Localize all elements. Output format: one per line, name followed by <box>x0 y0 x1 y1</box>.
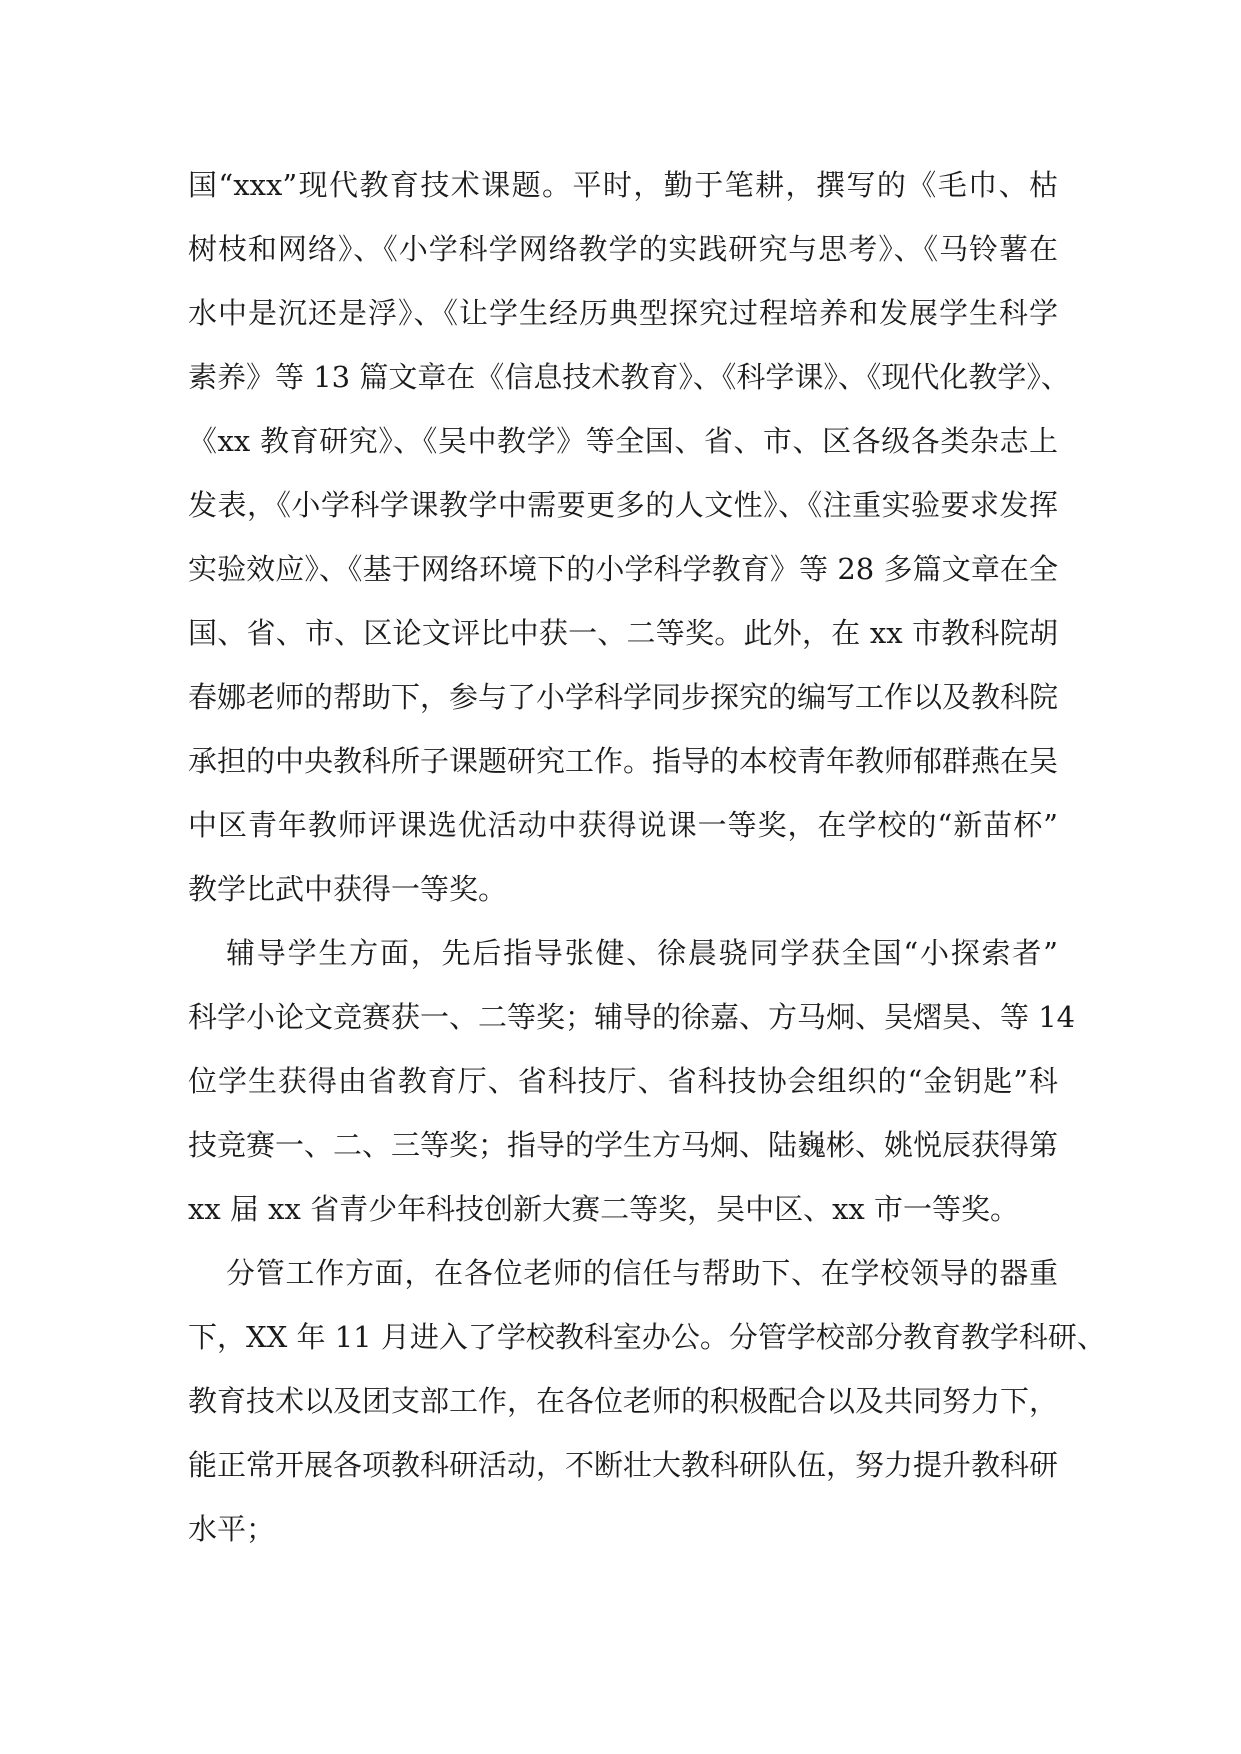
text-line: 承担的中央教科所子课题研究工作。指导的本校青年教师郁群燕在吴 <box>188 744 1059 778</box>
text-line: 发表，《小学科学课教学中需要更多的人文性》、《注重实验要求发挥 <box>188 488 1058 522</box>
paragraph-2 <box>188 921 1076 1241</box>
text-line: 春娜老师的帮助下，参与了小学科学同步探究的编写工作以及教科院 <box>188 680 1059 714</box>
text-line: 辅导学生方面，先后指导张健、徐晨骁同学获全国“小探索者” <box>226 936 1058 970</box>
text-line: 水中是沉还是浮》、《让学生经历典型探究过程培养和发展学生科学 <box>188 296 1058 330</box>
text-line: 树枝和网络》、《小学科学网络教学的实践研究与思考》、《马铃薯在 <box>188 232 1058 266</box>
text-line: 教育技术以及团支部工作，在各位老师的积极配合以及共同努力下， <box>188 1384 1059 1418</box>
body-text <box>188 153 1106 1561</box>
text-line: 分管工作方面，在各位老师的信任与帮助下、在学校领导的器重 <box>226 1256 1058 1290</box>
text-line: 位学生获得由省教育厅、省科技厅、省科技协会组织的“金钥匙”科 <box>188 1064 1058 1098</box>
text-line: 教学比武中获得一等奖。 <box>188 872 508 906</box>
text-line: 实验效应》、《基于网络环境下的小学科学教育》等 28 多篇文章在全 <box>188 552 1058 586</box>
text-line: 下，XX 年 11 月进入了学校教科室办公。分管学校部分教育教学科研、 <box>188 1320 1106 1354</box>
text-line: 能正常开展各项教科研活动，不断壮大教科研队伍，努力提升教科研 <box>188 1448 1059 1482</box>
text-line: 技竞赛一、二、三等奖；指导的学生方马炯、陆巍彬、姚悦辰获得第 <box>188 1128 1059 1162</box>
text-line: 科学小论文竞赛获一、二等奖；辅导的徐嘉、方马炯、吴熠昊、等 14 <box>188 1000 1076 1034</box>
text-line: 国“xxx”现代教育技术课题。平时，勤于笔耕，撰写的《毛巾、枯 <box>188 168 1058 202</box>
text-line: 国、省、市、区论文评比中获一、二等奖。此外，在 xx 市教科院胡 <box>188 616 1058 650</box>
text-line: 中区青年教师评课选优活动中获得说课一等奖，在学校的“新苗杯” <box>188 808 1058 842</box>
text-line: 《xx 教育研究》、《吴中教学》等全国、省、市、区各级各类杂志上 <box>188 424 1058 458</box>
paragraph-1 <box>188 153 1070 921</box>
paragraph-3 <box>188 1241 1106 1561</box>
text-line: 素养》等 13 篇文章在《信息技术教育》、《科学课》、《现代化教学》、 <box>188 360 1070 394</box>
text-line: xx 届 xx 省青少年科技创新大赛二等奖，吴中区、xx 市一等奖。 <box>188 1192 1020 1226</box>
text-line: 水平； <box>188 1512 276 1546</box>
